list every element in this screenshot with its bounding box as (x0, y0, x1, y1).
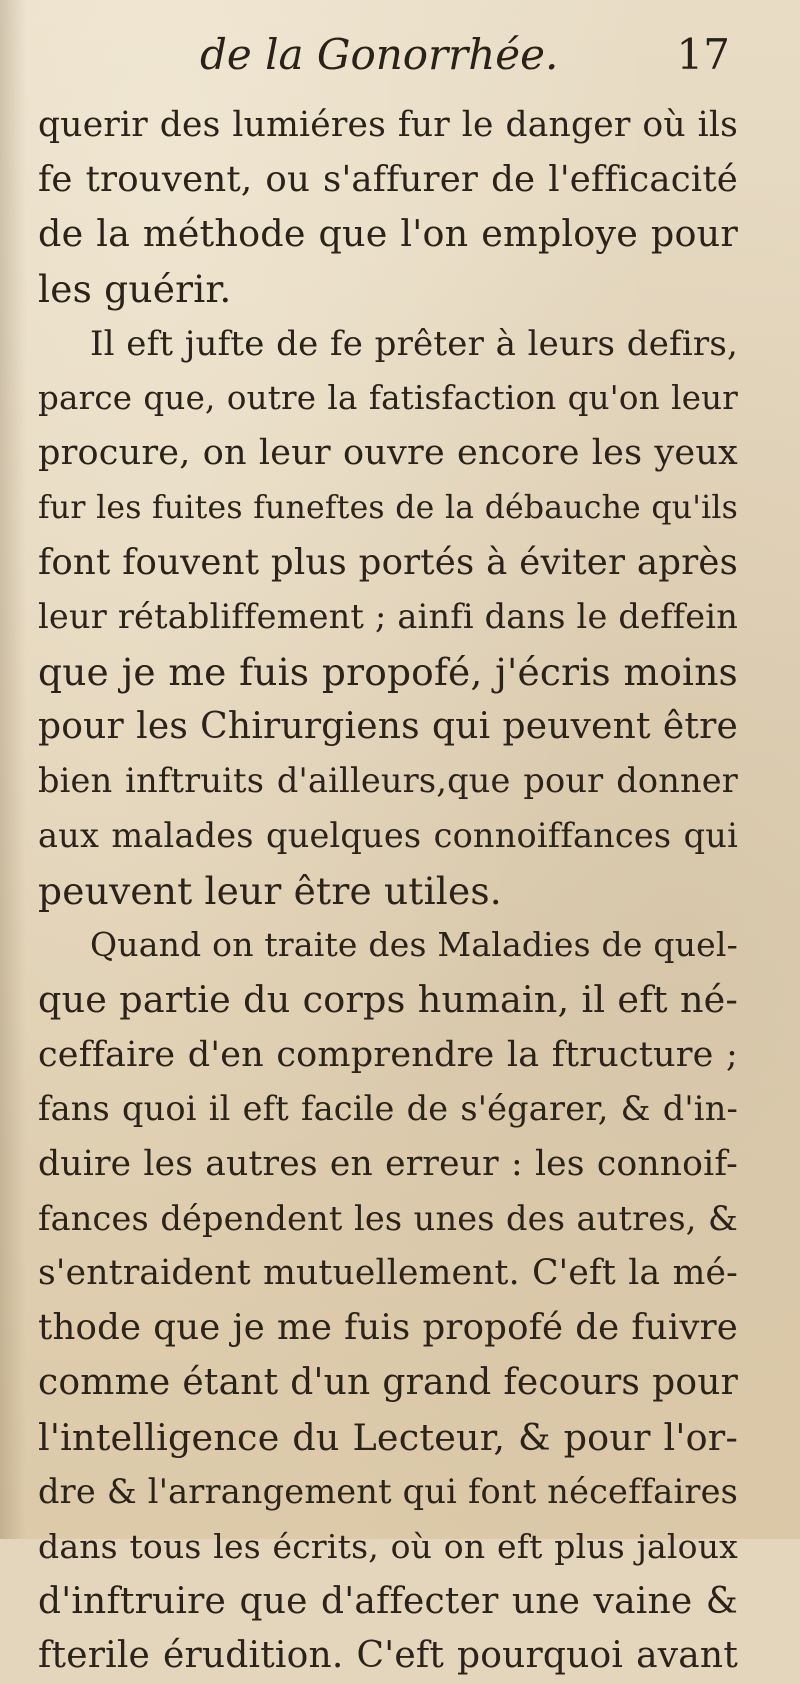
page-header (200, 30, 730, 94)
text-line: dre & l'arrangement qui font néceffaires (38, 1472, 738, 1512)
text-line: procure, on leur ouvre encore les yeux (38, 433, 738, 474)
text-line: aux malades quelques connoiffances qui (38, 815, 738, 855)
text-line: font fouvent plus portés à éviter après (38, 541, 738, 583)
running-title: de la Gonorrhée. (200, 30, 559, 79)
text-line: d'inftruire que d'affecter une vaine & (38, 1580, 738, 1622)
body-text (38, 98, 738, 1684)
text-line: Quand on traite des Maladies de quel- (90, 925, 738, 965)
text-line: fterile érudition. C'eft pourquoi avant (38, 1635, 738, 1677)
text-line: leur rétabliffement ; ainfi dans le deffein (38, 597, 738, 637)
text-line: fans quoi il eft facile de s'égarer, & d'in- (38, 1089, 738, 1129)
page-number: 17 (676, 30, 730, 79)
text-line: pour les Chirurgiens qui peuvent être (38, 705, 738, 747)
text-line: thode que je me fuis propofé de fuivre (38, 1307, 738, 1349)
text-line: que partie du corps humain, il eft né- (38, 978, 738, 1021)
page-gutter-shadow (0, 0, 26, 1539)
text-line: l'intelligence du Lecteur, & pour l'or- (38, 1415, 738, 1459)
text-line: que je me fuis propofé, j'écris moins (38, 649, 738, 694)
text-line: fur les fuites funeftes de la débauche qu'ils (38, 489, 738, 526)
text-line: duire les autres en erreur : les connoif- (38, 1144, 738, 1185)
text-line: comme étant d'un grand fecours pour (38, 1361, 738, 1403)
text-line: bien inftruits d'ailleurs,que pour donner (38, 761, 738, 801)
text-line: dans tous les écrits, où on eft plus jaloux (38, 1526, 738, 1566)
text-line: peuvent leur être utiles. (38, 868, 502, 913)
text-line: fe trouvent, ou s'affurer de l'efficacité (38, 158, 738, 200)
text-line: ceffaire d'en comprendre la ftructure ; (38, 1034, 738, 1075)
text-line: querir des lumiéres fur le danger où ils (38, 105, 738, 145)
text-line: de la méthode que l'on employe pour (38, 212, 738, 256)
text-line: parce que, outre la fatisfaction qu'on leur (38, 379, 738, 418)
text-line: les guérir. (38, 267, 232, 312)
text-line: s'entraident mutuellement. C'eft la mé- (38, 1253, 738, 1294)
text-line: Il eft jufte de fe prêter à leurs defirs, (90, 323, 738, 364)
text-line: fances dépendent les unes des autres, & (38, 1198, 738, 1238)
